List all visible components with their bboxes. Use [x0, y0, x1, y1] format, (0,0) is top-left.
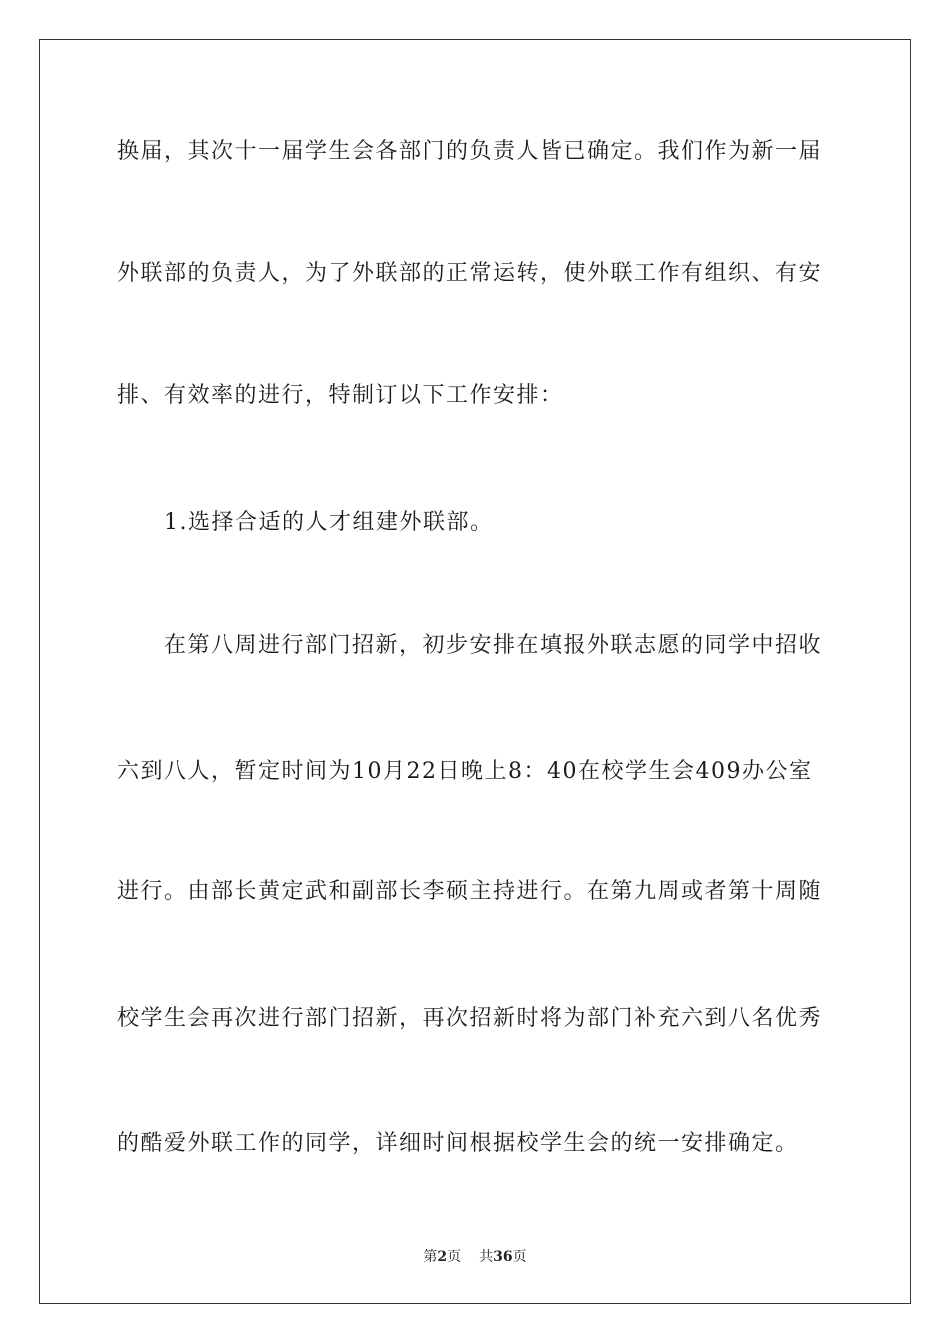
- footer-page-number: 2: [437, 1249, 448, 1265]
- body-text-line-2: 外联部的负责人，为了外联部的正常运转，使外联工作有组织、有安: [117, 261, 823, 286]
- footer-total-suffix: 页: [512, 1249, 527, 1265]
- body-text-line-9: 的酷爱外联工作的同学，详细时间根据校学生会的统一安排确定。: [117, 1131, 799, 1156]
- body-text-line-8: 校学生会再次进行部门招新，再次招新时将为部门补充六到八名优秀: [117, 1006, 823, 1031]
- footer-total-pages: 36: [493, 1249, 513, 1265]
- page-footer: [0, 1248, 950, 1266]
- body-text-line-6: 六到八人，暂定时间为10月22日晚上8：40在校学生会409办公室: [117, 759, 813, 784]
- body-text-line-3: 排、有效率的进行，特制订以下工作安排：: [117, 383, 564, 408]
- body-text-line-7: 进行。由部长黄定武和副部长李硕主持进行。在第九周或者第十周随: [117, 879, 823, 904]
- body-text-line-5: 在第八周进行部门招新，初步安排在填报外联志愿的同学中招收: [164, 633, 823, 658]
- page-border: [39, 39, 911, 1304]
- footer-page-suffix: 页: [447, 1249, 462, 1265]
- body-text-line-1: 换届，其次十一届学生会各部门的负责人皆已确定。我们作为新一届: [117, 139, 823, 164]
- footer-total-prefix: 共: [479, 1249, 494, 1265]
- section-heading-1: 1.选择合适的人才组建外联部。: [164, 510, 494, 535]
- footer-page-prefix: 第: [423, 1249, 438, 1265]
